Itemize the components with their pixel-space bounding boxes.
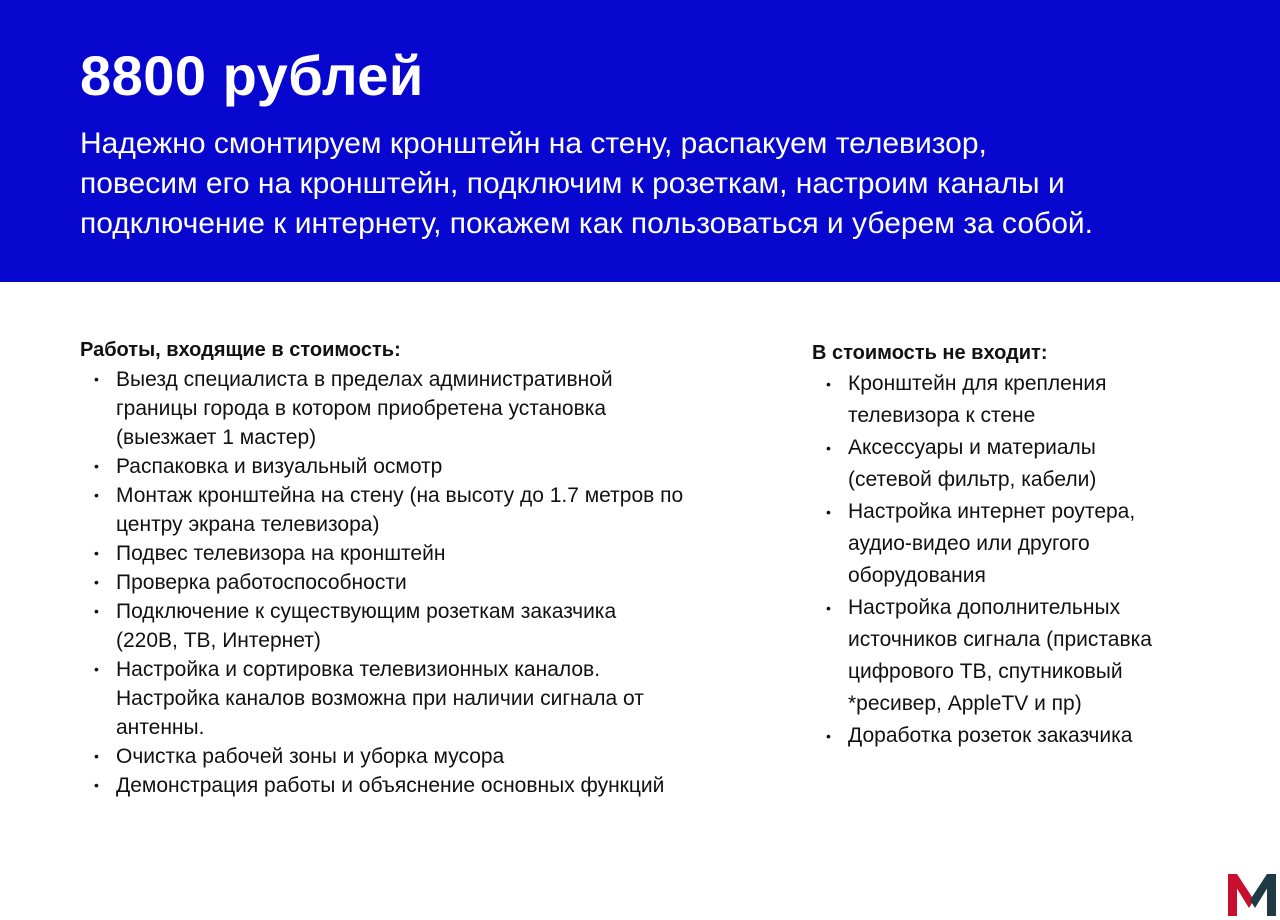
not-included-item-text: Настройка дополнительных (848, 596, 1121, 619)
not-included-item-text: Кронштейн для крепления (848, 372, 1107, 395)
not-included-item-text: телевизора к стене (848, 404, 1036, 427)
included-work-item-text: (220В, ТВ, Интернет) (116, 629, 321, 652)
bullet-icon: • (94, 661, 99, 677)
included-work-item (80, 452, 760, 481)
included-work-item-text: Распаковка и визуальный осмотр (116, 455, 443, 478)
included-work-item (80, 568, 760, 597)
bullet-icon: • (94, 603, 99, 619)
not-included-item-text: цифрового ТВ, спутниковый (848, 660, 1123, 683)
bullet-icon: • (826, 376, 831, 392)
included-work-item-text: Очистка рабочей зоны и уборка мусора (116, 745, 505, 768)
included-work-item-text: Подвес телевизора на кронштейн (116, 542, 446, 565)
included-work-item-text: антенны. (116, 716, 205, 739)
included-work-item (80, 539, 760, 568)
m-brand-logo-icon (1228, 872, 1276, 916)
logo-right-stroke (1267, 874, 1276, 916)
bullet-icon: • (94, 458, 99, 474)
not-included-item-text: *ресивер, AppleTV и пр) (848, 692, 1082, 715)
included-work-item (80, 481, 760, 539)
bullet-icon: • (826, 504, 831, 520)
bullet-icon: • (94, 371, 99, 387)
included-works-list (80, 365, 760, 800)
included-work-item (80, 655, 760, 742)
bullet-icon: • (826, 440, 831, 456)
not-included-item (812, 720, 1232, 752)
included-work-item-text: Демонстрация работы и объяснение основных функций (116, 774, 665, 797)
included-work-item (80, 597, 760, 655)
not-included-section (812, 339, 1232, 752)
not-included-item-text: оборудования (848, 564, 986, 587)
not-included-item (812, 432, 1232, 496)
included-work-item-text: (выезжает 1 мастер) (116, 426, 317, 449)
not-included-item-text: Доработка розеток заказчика (848, 724, 1133, 747)
not-included-list (812, 368, 1232, 752)
not-included-item (812, 496, 1232, 592)
not-included-item (812, 592, 1232, 720)
included-work-item (80, 742, 760, 771)
not-included-title: В стоимость не входит: (812, 342, 1048, 364)
bullet-icon: • (826, 600, 831, 616)
not-included-item-text: источников сигнала (приставка (848, 628, 1152, 651)
included-work-item (80, 365, 760, 452)
bullet-icon: • (94, 777, 99, 793)
included-work-item-text: Проверка работоспособности (116, 571, 407, 594)
bullet-icon: • (94, 487, 99, 503)
bullet-icon: • (94, 748, 99, 764)
service-description-line: подключение к интернету, покажем как пользоваться и уберем за собой. (80, 207, 1093, 240)
service-description (80, 124, 1240, 244)
not-included-item-text: аудио-видео или другого (848, 532, 1090, 555)
included-work-item-text: центру экрана телевизора) (116, 513, 380, 536)
not-included-item (812, 368, 1232, 432)
not-included-item-text: (сетевой фильтр, кабели) (848, 468, 1097, 491)
service-description-line: повесим его на кронштейн, подключим к розеткам, настроим каналы и (80, 167, 1065, 200)
included-works-title: Работы, входящие в стоимость: (80, 339, 401, 361)
bullet-icon: • (826, 728, 831, 744)
not-included-item-text: Настройка интернет роутера, (848, 500, 1136, 523)
included-works-section (80, 336, 760, 800)
bullet-icon: • (94, 574, 99, 590)
not-included-item-text: Аксессуары и материалы (848, 436, 1096, 459)
bullet-icon: • (94, 545, 99, 561)
included-work-item-text: Настройка каналов возможна при наличии сигнала от (116, 687, 644, 710)
included-work-item-text: Подключение к существующим розеткам заказчика (116, 600, 617, 623)
included-work-item (80, 771, 760, 800)
price-banner (0, 0, 1280, 282)
included-work-item-text: Выезд специалиста в пределах административной (116, 368, 613, 391)
included-work-item-text: Монтаж кронштейна на стену (на высоту до 1.7 метров по (116, 484, 684, 507)
service-description-line: Надежно смонтируем кронштейн на стену, распакуем телевизор, (80, 127, 987, 160)
price-title: 8800 рублей (80, 44, 424, 107)
included-work-item-text: Настройка и сортировка телевизионных каналов. (116, 658, 601, 681)
included-work-item-text: границы города в котором приобретена установка (116, 397, 607, 420)
